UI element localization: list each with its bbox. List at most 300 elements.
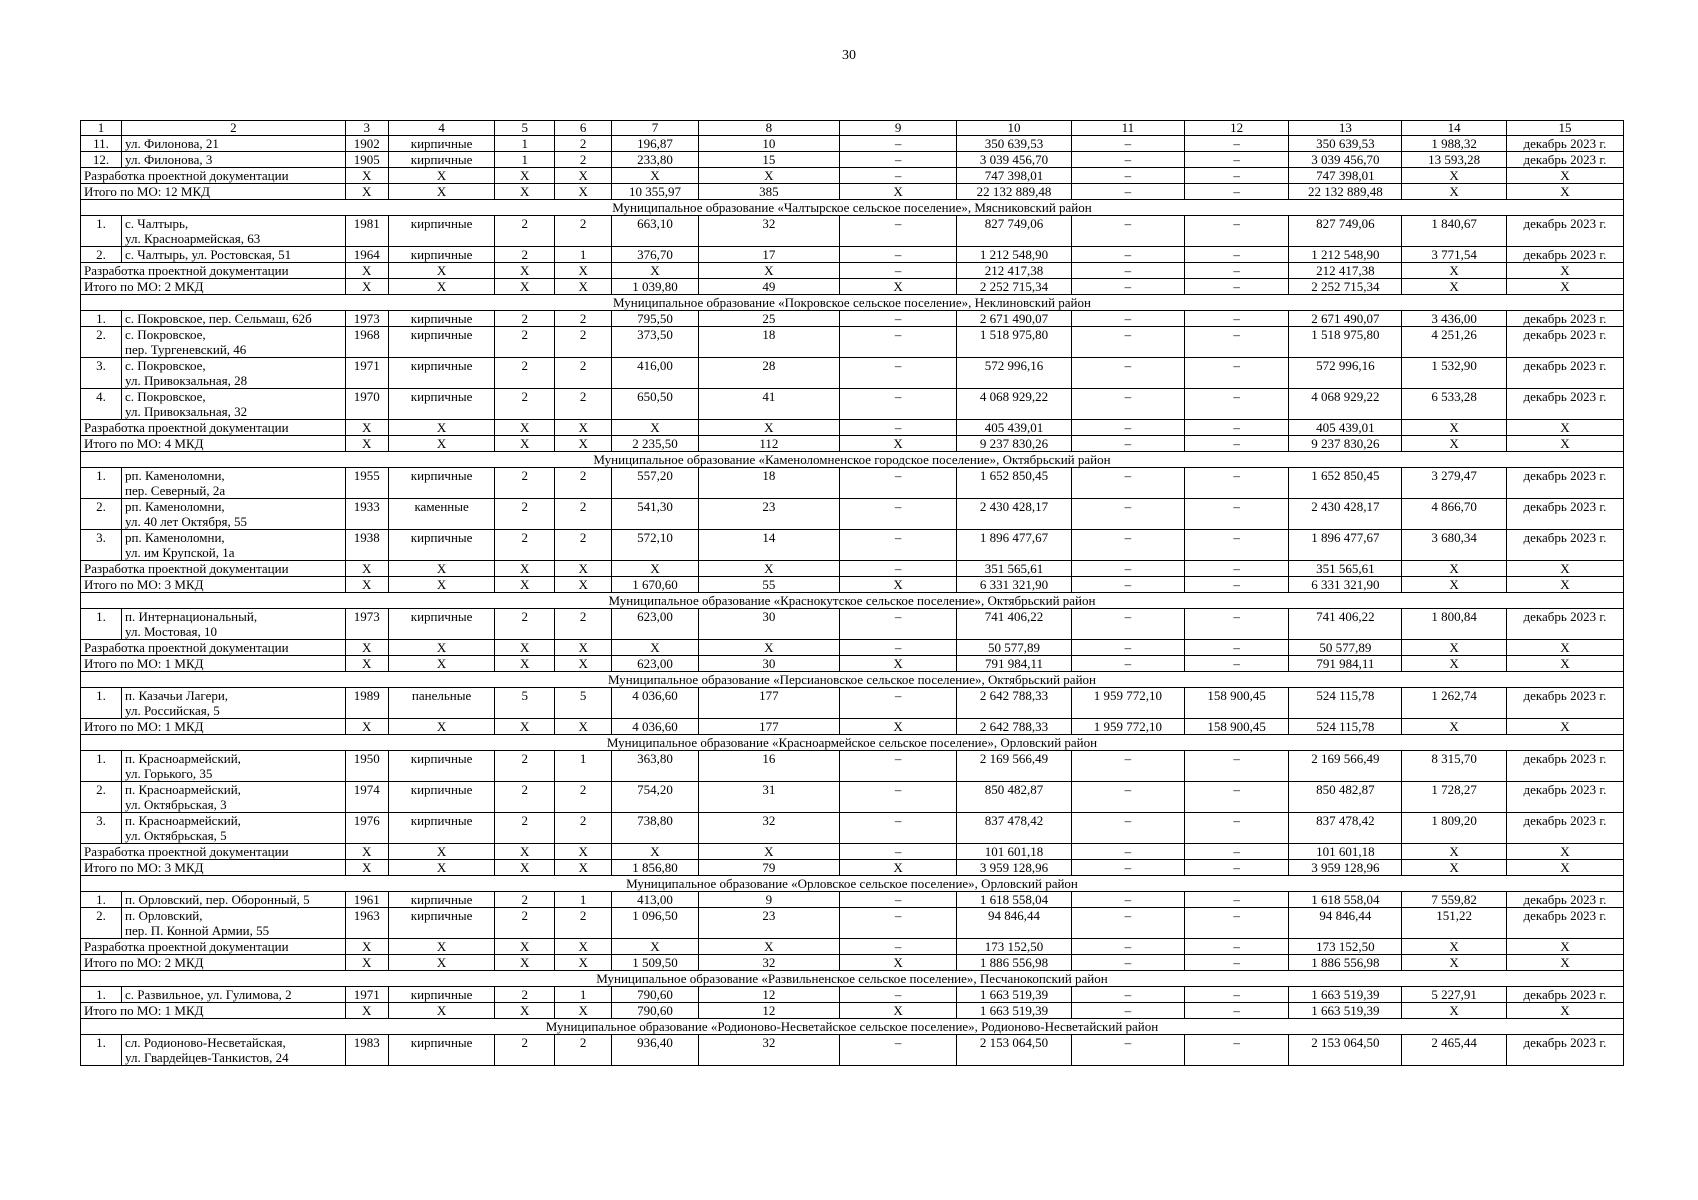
table-cell: 1. bbox=[81, 468, 122, 499]
section-title: Муниципальное образование «Покровское сельское поселение», Неклиновский район bbox=[81, 295, 1624, 311]
table-cell: 1 663 519,39 bbox=[957, 987, 1072, 1003]
column-header: 13 bbox=[1289, 121, 1402, 136]
table-cell: – bbox=[840, 987, 957, 1003]
table-cell: – bbox=[1071, 168, 1184, 184]
table-cell: X bbox=[1402, 577, 1507, 593]
page-number: 30 bbox=[842, 48, 856, 63]
column-header: 11 bbox=[1071, 121, 1184, 136]
address-cell: п. Казачьи Лагери, ул. Российская, 5 bbox=[122, 688, 346, 719]
column-header: 3 bbox=[345, 121, 388, 136]
table-cell: X bbox=[554, 263, 611, 279]
table-cell: 49 bbox=[698, 279, 840, 295]
table-cell: 827 749,06 bbox=[1289, 216, 1402, 247]
table-cell: – bbox=[840, 561, 957, 577]
table-cell: 1973 bbox=[345, 609, 388, 640]
table-cell: кирпичные bbox=[388, 136, 495, 152]
address-cell: сл. Родионово-Несветайская, ул. Гвардейцев-Танкистов, 24 bbox=[122, 1035, 346, 1066]
table-cell: декабрь 2023 г. bbox=[1506, 1035, 1623, 1066]
table-cell: 94 846,44 bbox=[1289, 908, 1402, 939]
table-cell: X bbox=[1506, 939, 1623, 955]
summary-label: Итого по МО: 1 МКД bbox=[81, 719, 346, 735]
table-cell: 1 886 556,98 bbox=[957, 955, 1072, 971]
table-cell: 4 036,60 bbox=[612, 688, 698, 719]
table-cell: – bbox=[1071, 609, 1184, 640]
table-cell: X bbox=[840, 577, 957, 593]
table-cell: X bbox=[388, 939, 495, 955]
table-cell: 2 671 490,07 bbox=[957, 311, 1072, 327]
table-cell: 1 809,20 bbox=[1402, 813, 1507, 844]
table-row bbox=[81, 987, 1624, 1003]
address-cell: п. Красноармейский, ул. Октябрьская, 3 bbox=[122, 782, 346, 813]
table-cell: X bbox=[1402, 561, 1507, 577]
table-cell: 2 642 788,33 bbox=[957, 719, 1072, 735]
table-cell: – bbox=[840, 813, 957, 844]
table-cell: X bbox=[554, 719, 611, 735]
table-cell: 3 771,54 bbox=[1402, 247, 1507, 263]
table-cell: X bbox=[612, 561, 698, 577]
table-cell: 795,50 bbox=[612, 311, 698, 327]
table-cell: – bbox=[1184, 327, 1289, 358]
table-cell: 31 bbox=[698, 782, 840, 813]
address-cell: с. Покровское, ул. Привокзальная, 28 bbox=[122, 358, 346, 389]
table-cell: – bbox=[1184, 987, 1289, 1003]
table-row bbox=[81, 311, 1624, 327]
address-cell: рп. Каменоломни, ул. им Крупской, 1а bbox=[122, 530, 346, 561]
table-cell: декабрь 2023 г. bbox=[1506, 892, 1623, 908]
table-cell: декабрь 2023 г. bbox=[1506, 782, 1623, 813]
table-cell: 1 652 850,45 bbox=[1289, 468, 1402, 499]
table-cell: X bbox=[1506, 844, 1623, 860]
table-cell: 4 068 929,22 bbox=[1289, 389, 1402, 420]
table-cell: 1. bbox=[81, 751, 122, 782]
table-cell: 1905 bbox=[345, 152, 388, 168]
table-cell: – bbox=[840, 168, 957, 184]
table-cell: X bbox=[1506, 955, 1623, 971]
table-cell: 4 068 929,22 bbox=[957, 389, 1072, 420]
table-cell: декабрь 2023 г. bbox=[1506, 813, 1623, 844]
address-cell: п. Орловский, пер. П. Конной Армии, 55 bbox=[122, 908, 346, 939]
table-row bbox=[81, 358, 1624, 389]
table-cell: 1 652 850,45 bbox=[957, 468, 1072, 499]
table-cell: – bbox=[1184, 656, 1289, 672]
table-cell: 1 896 477,67 bbox=[957, 530, 1072, 561]
table-cell: 22 132 889,48 bbox=[1289, 184, 1402, 200]
table-cell: X bbox=[698, 640, 840, 656]
table-cell: – bbox=[1071, 311, 1184, 327]
table-cell: – bbox=[1184, 499, 1289, 530]
table-cell: X bbox=[840, 656, 957, 672]
table-cell: – bbox=[840, 468, 957, 499]
table-cell: декабрь 2023 г. bbox=[1506, 152, 1623, 168]
table-cell: кирпичные bbox=[388, 327, 495, 358]
table-cell: X bbox=[612, 168, 698, 184]
address-cell: с. Развильное, ул. Гулимова, 2 bbox=[122, 987, 346, 1003]
table-cell: 385 bbox=[698, 184, 840, 200]
table-cell: 3 039 456,70 bbox=[1289, 152, 1402, 168]
table-row bbox=[81, 499, 1624, 530]
table-row bbox=[81, 908, 1624, 939]
table-cell: кирпичные bbox=[388, 609, 495, 640]
table-cell: 4 251,26 bbox=[1402, 327, 1507, 358]
table-cell: X bbox=[1402, 719, 1507, 735]
table-cell: X bbox=[388, 436, 495, 452]
table-cell: 4. bbox=[81, 389, 122, 420]
table-cell: 1933 bbox=[345, 499, 388, 530]
table-cell: – bbox=[1071, 844, 1184, 860]
column-header: 5 bbox=[495, 121, 555, 136]
table-cell: – bbox=[1071, 987, 1184, 1003]
table-cell: декабрь 2023 г. bbox=[1506, 609, 1623, 640]
table-row bbox=[81, 247, 1624, 263]
table-cell: 2 bbox=[495, 389, 555, 420]
table-cell: – bbox=[840, 751, 957, 782]
table-cell: 2 bbox=[495, 609, 555, 640]
table-cell: 1 bbox=[554, 751, 611, 782]
table-cell: 2. bbox=[81, 499, 122, 530]
table-cell: – bbox=[840, 908, 957, 939]
table-cell: декабрь 2023 г. bbox=[1506, 136, 1623, 152]
table-cell: X bbox=[612, 263, 698, 279]
table-row bbox=[81, 327, 1624, 358]
table-cell: 173 152,50 bbox=[1289, 939, 1402, 955]
table-cell: X bbox=[612, 939, 698, 955]
table-cell: 837 478,42 bbox=[957, 813, 1072, 844]
table-cell: – bbox=[1184, 955, 1289, 971]
table-cell: X bbox=[495, 420, 555, 436]
table-cell: 101 601,18 bbox=[1289, 844, 1402, 860]
table-cell: кирпичные bbox=[388, 358, 495, 389]
table-cell: – bbox=[840, 640, 957, 656]
table-cell: 2 bbox=[554, 782, 611, 813]
table-cell: 2 bbox=[495, 216, 555, 247]
table-cell: X bbox=[1402, 279, 1507, 295]
table-cell: 1976 bbox=[345, 813, 388, 844]
table-cell: X bbox=[495, 844, 555, 860]
table-cell: – bbox=[840, 327, 957, 358]
table-cell: X bbox=[495, 939, 555, 955]
table-cell: 350 639,53 bbox=[957, 136, 1072, 152]
table-cell: X bbox=[495, 263, 555, 279]
table-cell: 2 bbox=[554, 216, 611, 247]
table-cell: X bbox=[554, 860, 611, 876]
table-cell: 1. bbox=[81, 311, 122, 327]
table-cell: 1961 bbox=[345, 892, 388, 908]
table-cell: 1973 bbox=[345, 311, 388, 327]
section-title: Муниципальное образование «Персиановское сельское поселение», Октябрьский район bbox=[81, 672, 1624, 688]
table-cell: 9 237 830,26 bbox=[957, 436, 1072, 452]
table-cell: X bbox=[388, 184, 495, 200]
table-cell: 1 959 772,10 bbox=[1071, 719, 1184, 735]
table-cell: 2 bbox=[554, 468, 611, 499]
table-cell: 1. bbox=[81, 892, 122, 908]
table-cell: декабрь 2023 г. bbox=[1506, 311, 1623, 327]
table-cell: X bbox=[1402, 939, 1507, 955]
table-cell: X bbox=[345, 561, 388, 577]
table-cell: кирпичные bbox=[388, 152, 495, 168]
table-cell: – bbox=[840, 311, 957, 327]
table-cell: X bbox=[554, 436, 611, 452]
table-cell: – bbox=[1071, 436, 1184, 452]
table-cell: X bbox=[1506, 656, 1623, 672]
table-cell: – bbox=[840, 782, 957, 813]
table-cell: 2 153 064,50 bbox=[1289, 1035, 1402, 1066]
summary-row bbox=[81, 844, 1624, 860]
table-row bbox=[81, 468, 1624, 499]
table-cell: 2 169 566,49 bbox=[1289, 751, 1402, 782]
table-cell: 1 800,84 bbox=[1402, 609, 1507, 640]
summary-label: Итого по МО: 3 МКД bbox=[81, 577, 346, 593]
table-cell: 2 bbox=[554, 499, 611, 530]
table-cell: X bbox=[388, 577, 495, 593]
column-header: 7 bbox=[612, 121, 698, 136]
table-cell: X bbox=[495, 656, 555, 672]
table-cell: 2 bbox=[554, 813, 611, 844]
summary-label: Итого по МО: 2 МКД bbox=[81, 955, 346, 971]
section-row bbox=[81, 452, 1624, 468]
table-cell: 6 331 321,90 bbox=[1289, 577, 1402, 593]
table-cell: кирпичные bbox=[388, 1035, 495, 1066]
table-cell: X bbox=[1402, 436, 1507, 452]
table-cell: 1 518 975,80 bbox=[1289, 327, 1402, 358]
table-cell: декабрь 2023 г. bbox=[1506, 468, 1623, 499]
table-cell: 12 bbox=[698, 1003, 840, 1019]
table-cell: 2 bbox=[495, 468, 555, 499]
table-cell: 158 900,45 bbox=[1184, 688, 1289, 719]
table-cell: 2 bbox=[495, 751, 555, 782]
table-cell: 1 212 548,90 bbox=[1289, 247, 1402, 263]
table-cell: 4 036,60 bbox=[612, 719, 698, 735]
table-cell: 351 565,61 bbox=[1289, 561, 1402, 577]
table-cell: – bbox=[1184, 468, 1289, 499]
section-row bbox=[81, 672, 1624, 688]
table-cell: X bbox=[1506, 1003, 1623, 1019]
table-cell: 2. bbox=[81, 327, 122, 358]
section-title: Муниципальное образование «Красноармейское сельское поселение», Орловский район bbox=[81, 735, 1624, 751]
table-cell: 2 bbox=[495, 311, 555, 327]
summary-label: Итого по МО: 3 МКД bbox=[81, 860, 346, 876]
table-cell: X bbox=[554, 184, 611, 200]
table-cell: 2 bbox=[495, 892, 555, 908]
section-title: Муниципальное образование «Краснокутское сельское поселение», Октябрьский район bbox=[81, 593, 1624, 609]
table-cell: – bbox=[840, 688, 957, 719]
table-cell: – bbox=[1184, 640, 1289, 656]
table-cell: 1 518 975,80 bbox=[957, 327, 1072, 358]
table-cell: 11. bbox=[81, 136, 122, 152]
table-row bbox=[81, 389, 1624, 420]
table-cell: X bbox=[388, 844, 495, 860]
table-cell: 12 bbox=[698, 987, 840, 1003]
table-cell: 1 728,27 bbox=[1402, 782, 1507, 813]
table-cell: 6 533,28 bbox=[1402, 389, 1507, 420]
table-cell: декабрь 2023 г. bbox=[1506, 247, 1623, 263]
address-cell: с. Покровское, пер. Тургеневский, 46 bbox=[122, 327, 346, 358]
table-cell: X bbox=[1506, 436, 1623, 452]
table-cell: 1963 bbox=[345, 908, 388, 939]
table-cell: – bbox=[1071, 216, 1184, 247]
table-cell: X bbox=[1506, 184, 1623, 200]
table-cell: – bbox=[1184, 782, 1289, 813]
table-cell: X bbox=[840, 184, 957, 200]
table-cell: X bbox=[840, 436, 957, 452]
table-cell: – bbox=[1071, 939, 1184, 955]
table-cell: 1902 bbox=[345, 136, 388, 152]
table-cell: – bbox=[1184, 436, 1289, 452]
table-cell: – bbox=[1071, 813, 1184, 844]
table-cell: 1 262,74 bbox=[1402, 688, 1507, 719]
table-cell: – bbox=[840, 247, 957, 263]
table-cell: 17 bbox=[698, 247, 840, 263]
table-row bbox=[81, 688, 1624, 719]
table-cell: X bbox=[495, 640, 555, 656]
table-cell: – bbox=[840, 263, 957, 279]
address-cell: п. Красноармейский, ул. Горького, 35 bbox=[122, 751, 346, 782]
table-cell: 1938 bbox=[345, 530, 388, 561]
table-cell: X bbox=[1506, 168, 1623, 184]
table-cell: 22 132 889,48 bbox=[957, 184, 1072, 200]
table-cell: 32 bbox=[698, 1035, 840, 1066]
table-cell: – bbox=[1071, 955, 1184, 971]
table-cell: X bbox=[1506, 420, 1623, 436]
table-cell: 16 bbox=[698, 751, 840, 782]
table-cell: декабрь 2023 г. bbox=[1506, 216, 1623, 247]
table-cell: X bbox=[554, 577, 611, 593]
table-cell: кирпичные bbox=[388, 751, 495, 782]
table-cell: X bbox=[1402, 168, 1507, 184]
summary-label: Разработка проектной документации bbox=[81, 263, 346, 279]
table-cell: 1964 bbox=[345, 247, 388, 263]
table-cell: 1 896 477,67 bbox=[1289, 530, 1402, 561]
table-row bbox=[81, 813, 1624, 844]
table-cell: X bbox=[345, 184, 388, 200]
table-cell: 363,80 bbox=[612, 751, 698, 782]
table-cell: X bbox=[345, 279, 388, 295]
table-cell: X bbox=[388, 561, 495, 577]
table-cell: 1 856,80 bbox=[612, 860, 698, 876]
summary-row bbox=[81, 577, 1624, 593]
table-cell: – bbox=[840, 844, 957, 860]
table-cell: – bbox=[840, 152, 957, 168]
summary-row bbox=[81, 656, 1624, 672]
table-cell: – bbox=[1071, 860, 1184, 876]
table-cell: декабрь 2023 г. bbox=[1506, 327, 1623, 358]
section-row bbox=[81, 593, 1624, 609]
table-cell: – bbox=[1071, 561, 1184, 577]
table-cell: 2 153 064,50 bbox=[957, 1035, 1072, 1066]
table-cell: – bbox=[1071, 247, 1184, 263]
address-cell: п. Красноармейский, ул. Октябрьская, 5 bbox=[122, 813, 346, 844]
table-cell: – bbox=[840, 609, 957, 640]
table-cell: X bbox=[345, 656, 388, 672]
summary-row bbox=[81, 279, 1624, 295]
table-cell: 524 115,78 bbox=[1289, 719, 1402, 735]
table-cell: 9 bbox=[698, 892, 840, 908]
table-cell: 2 bbox=[495, 908, 555, 939]
table-cell: 2. bbox=[81, 908, 122, 939]
table-cell: X bbox=[495, 184, 555, 200]
table-cell: 2 bbox=[554, 327, 611, 358]
table-cell: X bbox=[345, 577, 388, 593]
table-row bbox=[81, 892, 1624, 908]
table-cell: 650,50 bbox=[612, 389, 698, 420]
table-cell: 41 bbox=[698, 389, 840, 420]
table-cell: 5 bbox=[554, 688, 611, 719]
table-cell: – bbox=[1184, 184, 1289, 200]
table-cell: 3 039 456,70 bbox=[957, 152, 1072, 168]
table-cell: – bbox=[1184, 844, 1289, 860]
table-cell: 1 670,60 bbox=[612, 577, 698, 593]
table-cell: – bbox=[1071, 499, 1184, 530]
table-cell: X bbox=[698, 939, 840, 955]
table-cell: 13 593,28 bbox=[1402, 152, 1507, 168]
table-cell: – bbox=[1184, 609, 1289, 640]
table-cell: 373,50 bbox=[612, 327, 698, 358]
table-cell: 2 642 788,33 bbox=[957, 688, 1072, 719]
table-cell: 2 465,44 bbox=[1402, 1035, 1507, 1066]
table-cell: декабрь 2023 г. bbox=[1506, 389, 1623, 420]
table-cell: X bbox=[840, 279, 957, 295]
table-cell: 79 bbox=[698, 860, 840, 876]
table-cell: X bbox=[840, 1003, 957, 1019]
table-cell: X bbox=[345, 168, 388, 184]
table-cell: 50 577,89 bbox=[957, 640, 1072, 656]
table-cell: 2 169 566,49 bbox=[957, 751, 1072, 782]
table-cell: 2 bbox=[495, 327, 555, 358]
table-cell: декабрь 2023 г. bbox=[1506, 987, 1623, 1003]
summary-label: Итого по МО: 12 МКД bbox=[81, 184, 346, 200]
table-cell: 233,80 bbox=[612, 152, 698, 168]
table-cell: X bbox=[554, 561, 611, 577]
summary-row bbox=[81, 184, 1624, 200]
table-cell: 1 bbox=[554, 987, 611, 1003]
table-cell: 1. bbox=[81, 688, 122, 719]
table-cell: 351 565,61 bbox=[957, 561, 1072, 577]
table-cell: X bbox=[345, 955, 388, 971]
summary-row bbox=[81, 420, 1624, 436]
table-cell: X bbox=[698, 263, 840, 279]
table-cell: 1971 bbox=[345, 358, 388, 389]
table-cell: – bbox=[840, 216, 957, 247]
table-cell: 15 bbox=[698, 152, 840, 168]
table-cell: – bbox=[1184, 168, 1289, 184]
table-cell: X bbox=[1506, 561, 1623, 577]
table-cell: декабрь 2023 г. bbox=[1506, 530, 1623, 561]
table-cell: 413,00 bbox=[612, 892, 698, 908]
table-cell: – bbox=[1071, 908, 1184, 939]
table-row bbox=[81, 782, 1624, 813]
table-cell: 1. bbox=[81, 1035, 122, 1066]
table-row bbox=[81, 152, 1624, 168]
summary-label: Разработка проектной документации bbox=[81, 420, 346, 436]
table-cell: X bbox=[1402, 1003, 1507, 1019]
table-cell: – bbox=[1184, 860, 1289, 876]
table-cell: X bbox=[495, 719, 555, 735]
table-cell: 18 bbox=[698, 468, 840, 499]
table-cell: X bbox=[495, 168, 555, 184]
table-cell: – bbox=[1071, 656, 1184, 672]
table-cell: 32 bbox=[698, 216, 840, 247]
section-row bbox=[81, 876, 1624, 892]
table-cell: – bbox=[1184, 389, 1289, 420]
table-cell: 1970 bbox=[345, 389, 388, 420]
table-cell: – bbox=[1184, 751, 1289, 782]
table-cell: 2 bbox=[495, 813, 555, 844]
column-header: 12 bbox=[1184, 121, 1289, 136]
table-cell: 1 663 519,39 bbox=[957, 1003, 1072, 1019]
table-cell: X bbox=[1506, 577, 1623, 593]
column-header: 9 bbox=[840, 121, 957, 136]
table-cell: – bbox=[1071, 751, 1184, 782]
table-cell: 1983 bbox=[345, 1035, 388, 1066]
